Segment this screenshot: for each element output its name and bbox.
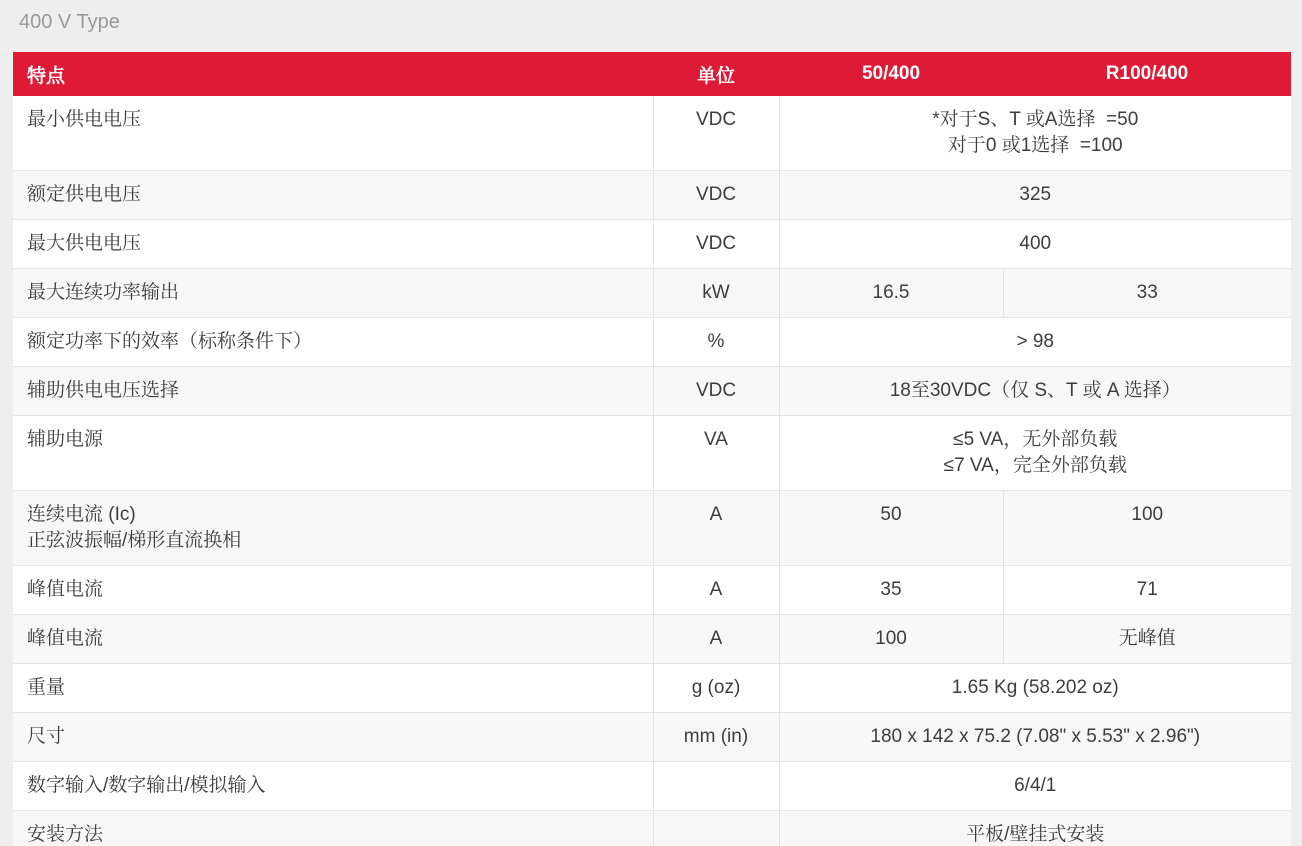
feature-cell	[13, 762, 653, 811]
feature-cell	[13, 566, 653, 615]
cell-text-line: 峰值电流	[27, 579, 104, 600]
cell-text-line: 辅助供电电压选择	[27, 380, 180, 401]
table-row	[13, 171, 1291, 220]
table-row	[13, 762, 1291, 811]
cell-text-line: 对于0 或1选择 =100	[947, 135, 1123, 156]
section-title: 400 V Type	[19, 11, 120, 33]
value-cell-span	[779, 713, 1291, 762]
value-cell-span	[779, 664, 1291, 713]
table-row	[13, 713, 1291, 762]
unit-cell: mm (in)	[653, 713, 779, 762]
value-cell-50-400: 16.5	[779, 269, 1003, 318]
unit-cell: kW	[653, 269, 779, 318]
value-cell-span	[779, 220, 1291, 269]
cell-text-line: 额定功率下的效率（标称条件下）	[27, 331, 313, 352]
table-row	[13, 269, 1291, 318]
feature-cell	[13, 615, 653, 664]
table-body	[13, 96, 1291, 846]
cell-text-line: 额定供电电压	[27, 184, 142, 205]
unit-cell: g (oz)	[653, 664, 779, 713]
cell-text-line: ≤7 VA，完全外部负载	[943, 455, 1127, 476]
cell-text-line: ≤5 VA，无外部负载	[953, 429, 1118, 450]
cell-text-line: 400	[1019, 233, 1052, 254]
cell-text-line: 连续电流 (Ic)	[27, 504, 136, 525]
table-row	[13, 491, 1291, 566]
value-cell-span	[779, 367, 1291, 416]
table-row	[13, 615, 1291, 664]
value-cell-span	[779, 762, 1291, 811]
unit-cell: A	[653, 615, 779, 664]
cell-text-line: 最大连续功率输出	[27, 282, 180, 303]
column-header-feature: 特点	[13, 52, 653, 96]
unit-cell: VA	[653, 416, 779, 491]
table-row	[13, 811, 1291, 846]
cell-text-line: 正弦波振幅/梯形直流换相	[27, 530, 242, 551]
feature-cell	[13, 491, 653, 566]
unit-cell: VDC	[653, 171, 779, 220]
unit-cell: A	[653, 566, 779, 615]
value-cell-50-400: 35	[779, 566, 1003, 615]
table-row	[13, 416, 1291, 491]
feature-cell	[13, 269, 653, 318]
unit-cell: VDC	[653, 220, 779, 269]
cell-text-line: 1.65 Kg (58.202 oz)	[951, 677, 1119, 698]
value-cell-r100-400: 33	[1003, 269, 1291, 318]
cell-text-line: 最大供电电压	[27, 233, 142, 254]
cell-text-line: 最小供电电压	[27, 109, 142, 130]
cell-text-line: 325	[1019, 184, 1052, 205]
table-row	[13, 664, 1291, 713]
cell-text-line: 安装方法	[27, 824, 104, 845]
cell-text-line: 18至30VDC（仅 S、T 或 A 选择）	[889, 380, 1181, 401]
cell-text-line: 辅助电源	[27, 429, 104, 450]
feature-cell	[13, 318, 653, 367]
cell-text-line: 6/4/1	[1014, 775, 1057, 796]
feature-cell	[13, 367, 653, 416]
value-cell-span	[779, 96, 1291, 171]
value-cell-r100-400: 无峰值	[1003, 615, 1291, 664]
table-header-row	[13, 52, 1291, 96]
table-row	[13, 318, 1291, 367]
cell-text-line: 尺寸	[27, 726, 66, 747]
cell-text-line: 重量	[27, 677, 66, 698]
table-row	[13, 220, 1291, 269]
value-cell-r100-400: 100	[1003, 491, 1291, 566]
value-cell-span	[779, 171, 1291, 220]
feature-cell	[13, 416, 653, 491]
unit-cell	[653, 762, 779, 811]
feature-cell	[13, 171, 653, 220]
table-row	[13, 566, 1291, 615]
column-header-r100-400: R100/400	[1003, 52, 1291, 96]
feature-cell	[13, 96, 653, 171]
value-cell-50-400: 50	[779, 491, 1003, 566]
spec-table	[13, 52, 1291, 846]
table-row	[13, 367, 1291, 416]
feature-cell	[13, 220, 653, 269]
column-header-50-400: 50/400	[779, 52, 1003, 96]
cell-text-line: 平板/壁挂式安装	[966, 824, 1105, 845]
unit-cell: VDC	[653, 96, 779, 171]
value-cell-span	[779, 811, 1291, 846]
unit-cell: VDC	[653, 367, 779, 416]
value-cell-span	[779, 416, 1291, 491]
value-cell-50-400: 100	[779, 615, 1003, 664]
feature-cell	[13, 713, 653, 762]
cell-text-line: 数字输入/数字输出/模拟输入	[27, 775, 266, 796]
feature-cell	[13, 664, 653, 713]
feature-cell	[13, 811, 653, 846]
cell-text-line: 峰值电流	[27, 628, 104, 649]
column-header-unit: 单位	[653, 52, 779, 96]
cell-text-line: 180 x 142 x 75.2 (7.08" x 5.53" x 2.96")	[870, 726, 1201, 747]
unit-cell: A	[653, 491, 779, 566]
unit-cell: %	[653, 318, 779, 367]
value-cell-span	[779, 318, 1291, 367]
cell-text-line: > 98	[1016, 331, 1054, 352]
cell-text-line: *对于S、T 或A选择 =50	[932, 109, 1139, 130]
table-row	[13, 96, 1291, 171]
unit-cell	[653, 811, 779, 846]
value-cell-r100-400: 71	[1003, 566, 1291, 615]
